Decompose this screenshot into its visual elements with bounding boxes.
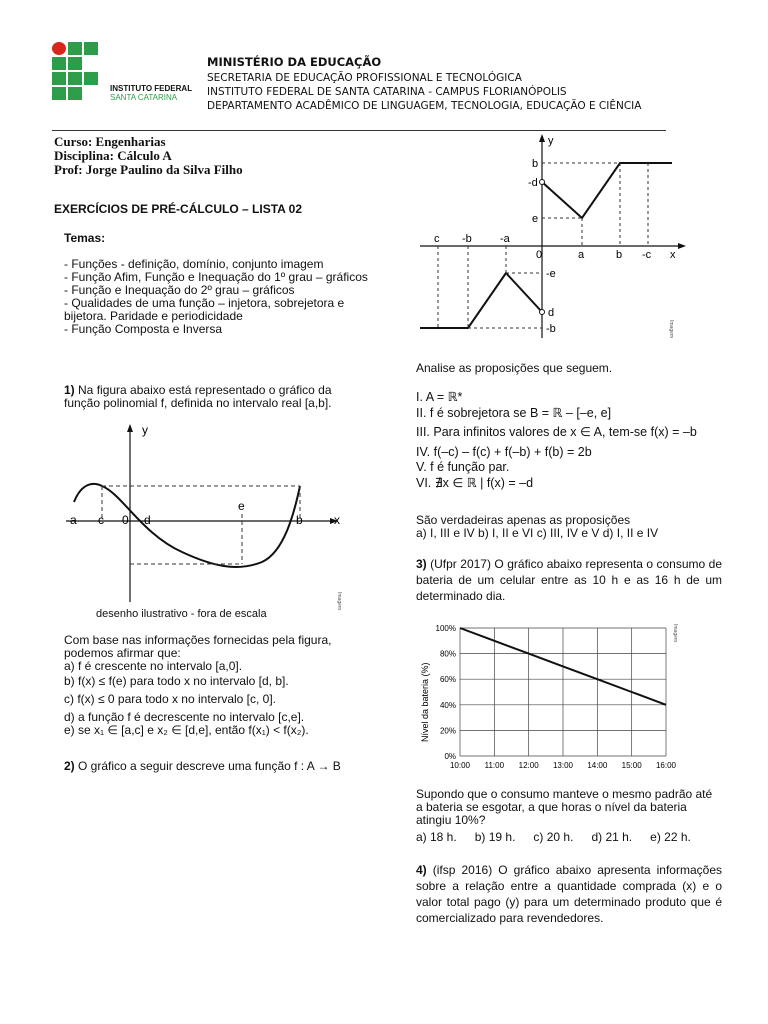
q1-options: [64, 634, 370, 737]
course-name: Curso: Engenharias: [54, 134, 166, 149]
question-text: Na figura abaixo está representado o gráfico da função polinomial f, definida no intervalo real [a,b].: [64, 383, 332, 410]
question-text: (Ufpr 2017) O gráfico abaixo representa o consumo de bateria de um celular entre as 10 h e as 16 h de um determinado dia.: [416, 557, 722, 603]
label-d: d: [548, 307, 555, 319]
question-number: 2): [64, 759, 75, 773]
answers-options: a) I, III e IV b) I, II e VI c) III, IV e V d) I, II e IV: [416, 526, 659, 540]
question-text: O gráfico a seguir descreve uma função f : A → B: [78, 759, 341, 773]
y-tick-label: 0%: [444, 752, 456, 761]
answers-intro: São verdadeiras apenas as proposições: [416, 513, 631, 527]
label-x: x: [334, 513, 340, 527]
list-title: EXERCÍCIOS DE PRÉ-CÁLCULO – LISTA 02: [54, 202, 303, 216]
q3-options: [416, 831, 722, 844]
topic-item: - Função Composta e Inversa: [64, 322, 223, 336]
label-c: c: [434, 233, 440, 245]
label-b-x: b: [616, 249, 623, 261]
institution-header: [207, 55, 641, 113]
label-neg-b-y: -b: [546, 323, 556, 335]
q3-followup: [416, 788, 722, 844]
logo-text: [110, 84, 192, 102]
x-axis-arrow: [678, 243, 686, 249]
question-number: 4): [416, 863, 427, 877]
label-b-y: b: [532, 158, 539, 170]
topic-item: - Qualidades de uma função – injetora, sobrejetora e bijetora. Paridade e periodicidade: [64, 296, 345, 323]
course-discipline: Disciplina: Cálculo A: [54, 148, 172, 163]
proposition-vi: VI. ∄x ∈ ℝ | f(x) = –d: [416, 475, 534, 490]
y-axis-arrow: [539, 134, 545, 142]
q1-option-d: d) a função f é decrescente no intervalo [c,e].: [64, 710, 305, 724]
y-tick-label: 100%: [435, 624, 456, 633]
label-zero: 0: [536, 249, 543, 261]
open-point-top: [540, 180, 545, 185]
chart-y-ticks: [436, 624, 456, 761]
y-tick-label: 40%: [439, 700, 456, 710]
x-tick-label: 12:00: [518, 761, 539, 770]
label-y: y: [548, 135, 554, 147]
label-neg-e: -e: [546, 268, 556, 280]
header-line3: DEPARTAMENTO ACADÊMICO DE LINGUAGEM, TECNOLOGIA, EDUCAÇÃO E CIÊNCIA: [207, 100, 642, 112]
y-tick-label: 60%: [439, 675, 456, 685]
q2-piecewise-graph: [416, 130, 686, 350]
q2-stamp: Imagem: [668, 320, 674, 339]
topics-heading: Temas:: [64, 231, 106, 245]
y-tick-label: 20%: [439, 726, 456, 736]
label-a: a: [578, 249, 585, 261]
label-y: y: [142, 424, 148, 437]
q2-prompt: Analise as proposições que seguem.: [416, 361, 613, 375]
proposition-ii: II. f é sobrejetora se B = ℝ – [–e, e]: [416, 405, 612, 420]
proposition-iii: III. Para infinitos valores de x ∈ A, tem-se f(x) = –b: [416, 425, 697, 439]
y-tick-label: 80%: [439, 649, 456, 659]
q1-option-a: a) f é crescente no intervalo [a,0].: [64, 659, 243, 673]
header-title: MINISTÉRIO DA EDUCAÇÃO: [207, 55, 382, 69]
logo: [52, 42, 106, 102]
proposition-v: V. f é função par.: [416, 460, 510, 474]
topics-section: [64, 232, 370, 336]
q3-option: d) 21 h.: [591, 830, 633, 844]
open-point-bottom: [540, 310, 545, 315]
label-zero: 0: [122, 513, 129, 527]
q1-stamp: Imagem: [336, 592, 342, 611]
label-neg-b: -b: [462, 233, 472, 245]
q1-intro: Com base nas informações fornecidas pela figura, podemos afirmar que:: [64, 633, 332, 660]
q3-option: c) 20 h.: [533, 830, 574, 844]
label-d: d: [144, 513, 151, 527]
q1-option-b: b) f(x) ≤ f(e) para todo x no intervalo [d, b].: [64, 674, 289, 688]
course-info: [54, 135, 243, 177]
chart-x-ticks: [450, 761, 677, 770]
question-text: (ifsp 2016) O gráfico abaixo apresenta informações sobre a relação entre a quantidade comprada (x) e o valor total pago (y) para um determinado produto que é comercializado para revendedores.: [416, 863, 722, 925]
topic-item: - Função e Inequação do 2º grau – gráficos: [64, 283, 295, 297]
q3-option: e) 22 h.: [650, 830, 691, 844]
q2-answers: [416, 514, 722, 540]
question-4: [416, 862, 722, 926]
label-b: b: [296, 513, 303, 527]
proposition-i: I. A = ℝ*: [416, 390, 463, 404]
question-3: [416, 556, 722, 604]
x-tick-label: 16:00: [655, 761, 677, 770]
q1-polynomial-graph: [62, 424, 362, 610]
q1-option-c: c) f(x) ≤ 0 para todo x no intervalo [c, 0].: [64, 692, 277, 706]
label-neg-a: -a: [500, 233, 510, 245]
label-e: e: [238, 499, 245, 513]
question-number: 1): [64, 383, 75, 397]
x-tick-label: 11:00: [484, 761, 505, 770]
header-line1: SECRETARIA DE EDUCAÇÃO PROFISSIONAL E TECNOLÓGICA: [207, 72, 522, 84]
label-c: c: [98, 513, 104, 527]
label-neg-c: -c: [642, 249, 652, 261]
question-number: 3): [416, 557, 427, 571]
question-2: [64, 760, 370, 773]
q3-option: b) 19 h.: [474, 830, 516, 844]
q3-stamp: Imagem: [672, 624, 678, 643]
q1-option-e: e) se x₁ ∈ [a,c] e x₂ ∈ [d,e], então f(x₁) < f(x₂).: [64, 723, 309, 737]
label-a: a: [70, 513, 77, 527]
header-line2: INSTITUTO FEDERAL DE SANTA CATARINA - CAMPUS FLORIANÓPOLIS: [207, 86, 567, 98]
battery-chart: [416, 618, 686, 778]
q3-option: a) 18 h.: [416, 830, 457, 844]
x-tick-label: 10:00: [449, 761, 471, 770]
q3-text2: Supondo que o consumo manteve o mesmo padrão até a bateria se esgotar, a que horas o nível da bateria atingiu 10%?: [416, 787, 713, 827]
upper-branch: [542, 163, 672, 218]
question-1: [64, 384, 370, 410]
topic-item: - Função Afim, Função e Inequação do 1º grau – gráficos: [64, 270, 368, 284]
q2-propositions: [416, 390, 722, 491]
course-professor: Prof: Jorge Paulino da Silva Filho: [54, 162, 243, 177]
function-curve: [74, 484, 300, 567]
chart-y-label: Nível da bateria (%): [420, 662, 430, 742]
label-x: x: [670, 249, 676, 261]
q1-caption: desenho ilustrativo - fora de escala: [96, 608, 267, 620]
label-neg-d: -d: [528, 177, 538, 189]
x-tick-label: 13:00: [552, 761, 574, 770]
logo-line2: SANTA CATARINA: [110, 93, 178, 102]
chart-grid: [460, 628, 666, 756]
topic-item: - Funções - definição, domínio, conjunto imagem: [64, 257, 324, 271]
x-tick-label: 15:00: [621, 761, 642, 770]
logo-line1: INSTITUTO FEDERAL: [110, 84, 193, 93]
y-axis-arrow: [127, 424, 133, 432]
x-tick-label: 14:00: [587, 761, 608, 770]
proposition-iv: IV. f(–c) – f(c) + f(–b) + f(b) = 2b: [416, 444, 592, 459]
label-e: e: [532, 213, 539, 225]
